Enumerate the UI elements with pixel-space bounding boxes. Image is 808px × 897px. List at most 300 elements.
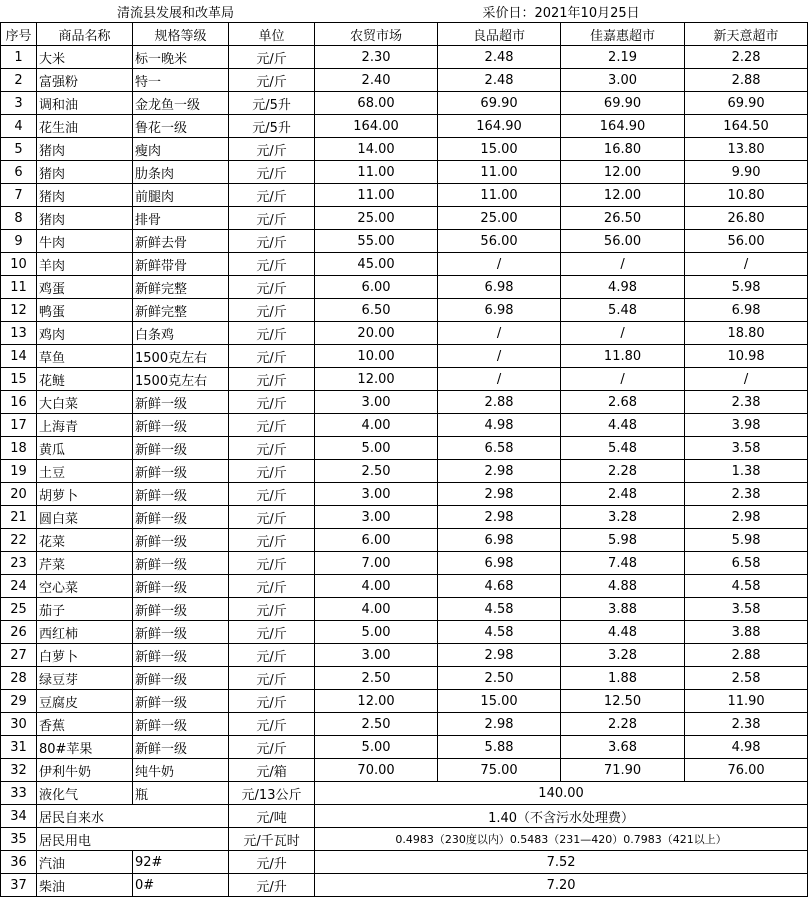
item-name: 上海青 [37,414,133,437]
price-market: 45.00 [315,253,438,276]
price-jiajiahui: 12.00 [561,161,685,184]
item-name: 茄子 [37,598,133,621]
item-unit: 元/斤 [229,69,315,92]
table-row [1,828,808,851]
row-number: 6 [1,161,37,184]
price-xintianyi: 9.90 [685,161,808,184]
item-spec: 特一 [133,69,229,92]
price-market: 11.00 [315,184,438,207]
table-row [1,759,808,782]
item-spec: 标一晚米 [133,46,229,69]
table-row [1,460,808,483]
item-name: 液化气 [37,782,133,805]
item-unit: 元/5升 [229,92,315,115]
price-liangpin: 6.98 [438,529,561,552]
item-unit: 元/斤 [229,529,315,552]
item-name: 空心菜 [37,575,133,598]
price-market: 5.00 [315,437,438,460]
table-row [1,69,808,92]
item-name: 居民自来水 [37,805,229,828]
item-spec: 新鲜一级 [133,506,229,529]
item-name: 鸡肉 [37,322,133,345]
price-market: 4.00 [315,414,438,437]
row-number: 36 [1,851,37,874]
row-number: 14 [1,345,37,368]
row-number: 17 [1,414,37,437]
price-liangpin: / [438,322,561,345]
table-row [1,552,808,575]
item-spec: 新鲜一级 [133,598,229,621]
item-name: 猪肉 [37,184,133,207]
price-xintianyi: 2.58 [685,667,808,690]
item-unit: 元/斤 [229,713,315,736]
table-row [1,92,808,115]
price-xintianyi: 2.88 [685,644,808,667]
item-unit: 元/5升 [229,115,315,138]
row-number: 1 [1,46,37,69]
table-row [1,299,808,322]
item-spec: 新鲜一级 [133,460,229,483]
price-market: 5.00 [315,621,438,644]
table-row [1,253,808,276]
price-market: 2.50 [315,667,438,690]
table-row [1,598,808,621]
item-name: 花生油 [37,115,133,138]
table-row [1,851,808,874]
item-name: 80#苹果 [37,736,133,759]
item-spec: 新鲜一级 [133,621,229,644]
merged-value: 7.20 [315,874,808,897]
row-number: 27 [1,644,37,667]
item-name: 花菜 [37,529,133,552]
row-number: 31 [1,736,37,759]
item-unit: 元/箱 [229,759,315,782]
row-number: 20 [1,483,37,506]
price-jiajiahui: 12.00 [561,184,685,207]
price-market: 3.00 [315,506,438,529]
price-liangpin: / [438,368,561,391]
item-spec: 92# [133,851,229,874]
table-row [1,621,808,644]
price-jiajiahui: 3.28 [561,506,685,529]
item-name: 猪肉 [37,161,133,184]
item-name: 黄瓜 [37,437,133,460]
table-row [1,391,808,414]
price-jiajiahui: 3.00 [561,69,685,92]
price-xintianyi: 1.38 [685,460,808,483]
price-liangpin: 4.98 [438,414,561,437]
price-liangpin: 69.90 [438,92,561,115]
col-header: 新天意超市 [685,23,808,46]
price-market: 4.00 [315,598,438,621]
price-liangpin: 2.48 [438,69,561,92]
price-market: 2.40 [315,69,438,92]
row-number: 11 [1,276,37,299]
table-row [1,529,808,552]
price-liangpin: 6.98 [438,299,561,322]
price-market: 6.00 [315,529,438,552]
item-spec: 新鲜一级 [133,414,229,437]
row-number: 21 [1,506,37,529]
price-jiajiahui: / [561,322,685,345]
price-xintianyi: 10.80 [685,184,808,207]
item-name: 西红柿 [37,621,133,644]
price-liangpin: 164.90 [438,115,561,138]
item-unit: 元/13公斤 [229,782,315,805]
item-unit: 元/斤 [229,483,315,506]
item-unit: 元/斤 [229,299,315,322]
row-number: 18 [1,437,37,460]
price-liangpin: 6.98 [438,276,561,299]
item-name: 鸡蛋 [37,276,133,299]
item-unit: 元/斤 [229,161,315,184]
item-unit: 元/斤 [229,575,315,598]
row-number: 24 [1,575,37,598]
table-row [1,138,808,161]
price-liangpin: 11.00 [438,184,561,207]
price-jiajiahui: 4.48 [561,414,685,437]
price-liangpin: 2.98 [438,506,561,529]
price-jiajiahui: 56.00 [561,230,685,253]
item-unit: 元/斤 [229,621,315,644]
row-number: 2 [1,69,37,92]
item-name: 绿豆芽 [37,667,133,690]
price-liangpin: 75.00 [438,759,561,782]
merged-value: 7.52 [315,851,808,874]
price-jiajiahui: 16.80 [561,138,685,161]
price-liangpin: 2.98 [438,483,561,506]
item-unit: 元/斤 [229,230,315,253]
item-spec: 新鲜一级 [133,644,229,667]
price-liangpin: 2.50 [438,667,561,690]
price-xintianyi: 5.98 [685,529,808,552]
price-xintianyi: 4.58 [685,575,808,598]
item-spec: 1500克左右 [133,368,229,391]
row-number: 19 [1,460,37,483]
item-spec: 新鲜一级 [133,667,229,690]
price-market: 2.50 [315,460,438,483]
table-row [1,874,808,897]
item-spec: 前腿肉 [133,184,229,207]
item-unit: 元/升 [229,851,315,874]
price-xintianyi: 2.88 [685,69,808,92]
price-liangpin: 25.00 [438,207,561,230]
price-market: 25.00 [315,207,438,230]
price-jiajiahui: 3.88 [561,598,685,621]
price-liangpin: 4.68 [438,575,561,598]
price-market: 12.00 [315,368,438,391]
item-spec: 瘦肉 [133,138,229,161]
price-liangpin: 15.00 [438,690,561,713]
item-unit: 元/斤 [229,506,315,529]
price-market: 20.00 [315,322,438,345]
price-jiajiahui: 2.28 [561,460,685,483]
item-unit: 元/斤 [229,598,315,621]
price-xintianyi: 18.80 [685,322,808,345]
item-unit: 元/斤 [229,690,315,713]
price-market: 11.00 [315,161,438,184]
price-xintianyi: 6.58 [685,552,808,575]
merged-value: 1.40（不含污水处理费） [315,805,808,828]
row-number: 8 [1,207,37,230]
price-jiajiahui: 2.28 [561,713,685,736]
price-jiajiahui: 2.19 [561,46,685,69]
item-spec: 新鲜一级 [133,391,229,414]
price-market: 6.50 [315,299,438,322]
price-market: 7.00 [315,552,438,575]
table-row [1,161,808,184]
price-xintianyi: 2.38 [685,391,808,414]
item-unit: 元/斤 [229,368,315,391]
price-jiajiahui: 26.50 [561,207,685,230]
item-name: 草鱼 [37,345,133,368]
price-market: 5.00 [315,736,438,759]
item-name: 大白菜 [37,391,133,414]
item-name: 羊肉 [37,253,133,276]
item-name: 花鲢 [37,368,133,391]
price-market: 10.00 [315,345,438,368]
item-spec: 瓶 [133,782,229,805]
col-header: 佳嘉惠超市 [561,23,685,46]
item-name: 香蕉 [37,713,133,736]
price-liangpin: 6.98 [438,552,561,575]
table-row [1,184,808,207]
row-number: 34 [1,805,37,828]
table-row [1,575,808,598]
price-jiajiahui: 4.48 [561,621,685,644]
item-unit: 元/千瓦时 [229,828,315,851]
price-liangpin: 2.98 [438,460,561,483]
price-xintianyi: 3.58 [685,437,808,460]
table-row [1,713,808,736]
item-unit: 元/斤 [229,414,315,437]
price-jiajiahui: 12.50 [561,690,685,713]
price-jiajiahui: 11.80 [561,345,685,368]
table-row [1,437,808,460]
price-xintianyi: 56.00 [685,230,808,253]
item-unit: 元/斤 [229,736,315,759]
survey-date: 采价日：2021年10月25日 [482,5,640,21]
price-market: 68.00 [315,92,438,115]
row-number: 10 [1,253,37,276]
table-row [1,276,808,299]
row-number: 32 [1,759,37,782]
price-xintianyi: 3.88 [685,621,808,644]
price-liangpin: 5.88 [438,736,561,759]
row-number: 3 [1,92,37,115]
item-spec: 肋条肉 [133,161,229,184]
table-row [1,782,808,805]
price-liangpin: 2.98 [438,713,561,736]
table-row [1,644,808,667]
col-header: 规格等级 [133,23,229,46]
item-name: 伊利牛奶 [37,759,133,782]
price-jiajiahui: 2.48 [561,483,685,506]
item-unit: 元/斤 [229,552,315,575]
item-name: 富强粉 [37,69,133,92]
price-jiajiahui: 4.88 [561,575,685,598]
price-jiajiahui: 5.48 [561,299,685,322]
item-spec: 新鲜一级 [133,483,229,506]
price-jiajiahui: 71.90 [561,759,685,782]
row-number: 22 [1,529,37,552]
item-spec: 白条鸡 [133,322,229,345]
table-row [1,322,808,345]
price-liangpin: 11.00 [438,161,561,184]
price-market: 3.00 [315,391,438,414]
item-spec: 新鲜去骨 [133,230,229,253]
price-jiajiahui: 3.68 [561,736,685,759]
table-row [1,483,808,506]
item-unit: 元/斤 [229,391,315,414]
price-jiajiahui: 4.98 [561,276,685,299]
row-number: 33 [1,782,37,805]
item-spec: 新鲜一级 [133,736,229,759]
item-unit: 元/斤 [229,46,315,69]
price-jiajiahui: 5.98 [561,529,685,552]
item-name: 圆白菜 [37,506,133,529]
price-liangpin: 4.58 [438,598,561,621]
col-header: 良品超市 [438,23,561,46]
col-header: 单位 [229,23,315,46]
item-name: 芹菜 [37,552,133,575]
row-number: 35 [1,828,37,851]
table-row [1,736,808,759]
item-spec: 金龙鱼一级 [133,92,229,115]
price-xintianyi: 2.38 [685,713,808,736]
row-number: 29 [1,690,37,713]
row-number: 25 [1,598,37,621]
row-number: 4 [1,115,37,138]
item-name: 白萝卜 [37,644,133,667]
item-unit: 元/吨 [229,805,315,828]
price-market: 55.00 [315,230,438,253]
item-unit: 元/斤 [229,644,315,667]
item-name: 猪肉 [37,138,133,161]
table-row [1,345,808,368]
table-row [1,46,808,69]
row-number: 7 [1,184,37,207]
title-row [1,0,808,23]
item-name: 柴油 [37,874,133,897]
row-number: 37 [1,874,37,897]
price-xintianyi: 69.90 [685,92,808,115]
item-unit: 元/升 [229,874,315,897]
item-spec: 新鲜一级 [133,529,229,552]
item-name: 土豆 [37,460,133,483]
price-jiajiahui: 3.28 [561,644,685,667]
price-jiajiahui: 69.90 [561,92,685,115]
row-number: 13 [1,322,37,345]
item-name: 牛肉 [37,230,133,253]
item-unit: 元/斤 [229,345,315,368]
price-jiajiahui: 2.68 [561,391,685,414]
price-liangpin: 2.98 [438,644,561,667]
price-xintianyi: 3.58 [685,598,808,621]
row-number: 5 [1,138,37,161]
item-name: 居民用电 [37,828,229,851]
item-name: 豆腐皮 [37,690,133,713]
price-liangpin: / [438,253,561,276]
item-unit: 元/斤 [229,276,315,299]
item-spec: 新鲜一级 [133,713,229,736]
price-market: 164.00 [315,115,438,138]
price-jiajiahui: 5.48 [561,437,685,460]
price-market: 12.00 [315,690,438,713]
price-xintianyi: 164.50 [685,115,808,138]
price-xintianyi: 2.28 [685,46,808,69]
price-market: 3.00 [315,644,438,667]
price-xintianyi: 76.00 [685,759,808,782]
row-number: 16 [1,391,37,414]
price-xintianyi: 13.80 [685,138,808,161]
table-row [1,506,808,529]
price-jiajiahui: 164.90 [561,115,685,138]
table-row [1,414,808,437]
price-xintianyi: 10.98 [685,345,808,368]
row-number: 30 [1,713,37,736]
price-market: 3.00 [315,483,438,506]
table-row [1,207,808,230]
row-number: 12 [1,299,37,322]
row-number: 28 [1,667,37,690]
item-unit: 元/斤 [229,322,315,345]
price-market: 70.00 [315,759,438,782]
item-unit: 元/斤 [229,184,315,207]
table-row [1,368,808,391]
item-unit: 元/斤 [229,253,315,276]
row-number: 26 [1,621,37,644]
row-number: 15 [1,368,37,391]
table-row [1,115,808,138]
item-name: 汽油 [37,851,133,874]
item-unit: 元/斤 [229,138,315,161]
item-spec: 新鲜一级 [133,437,229,460]
item-spec: 新鲜一级 [133,690,229,713]
table-row [1,230,808,253]
item-spec: 纯牛奶 [133,759,229,782]
item-unit: 元/斤 [229,207,315,230]
item-name: 猪肉 [37,207,133,230]
price-xintianyi: 2.98 [685,506,808,529]
price-jiajiahui: 1.88 [561,667,685,690]
price-liangpin: 56.00 [438,230,561,253]
price-liangpin: 2.48 [438,46,561,69]
price-jiajiahui: / [561,253,685,276]
item-spec: 新鲜一级 [133,575,229,598]
price-xintianyi: / [685,368,808,391]
item-spec: 0# [133,874,229,897]
header-row [1,23,808,46]
item-name: 鸭蛋 [37,299,133,322]
col-header: 商品名称 [37,23,133,46]
merged-value: 0.4983（230度以内）0.5483（231—420）0.7983（421以上） [315,828,808,851]
price-liangpin: 4.58 [438,621,561,644]
item-unit: 元/斤 [229,460,315,483]
price-liangpin: 6.58 [438,437,561,460]
price-liangpin: 15.00 [438,138,561,161]
price-xintianyi: 11.90 [685,690,808,713]
item-spec: 新鲜完整 [133,276,229,299]
table-row [1,805,808,828]
item-spec: 排骨 [133,207,229,230]
item-name: 调和油 [37,92,133,115]
item-spec: 鲁花一级 [133,115,229,138]
price-market: 2.30 [315,46,438,69]
item-spec: 新鲜完整 [133,299,229,322]
price-xintianyi: 2.38 [685,483,808,506]
merged-value: 140.00 [315,782,808,805]
